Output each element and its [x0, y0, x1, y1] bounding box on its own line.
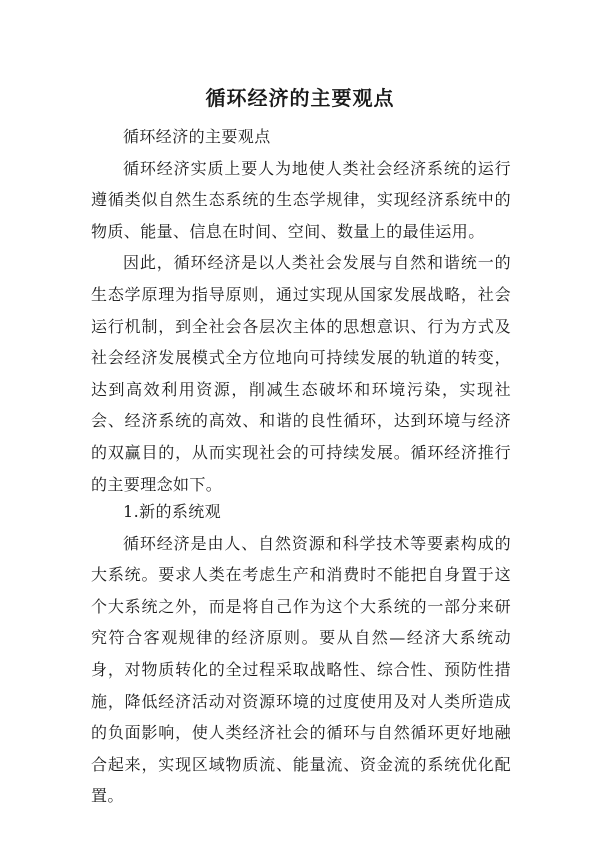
definition-paragraph: 循环经济实质上要人为地使人类社会经济系统的运行遵循类似自然生态系统的生态学规律，实现经济系统中的物质、能量、信息在时间、空间、数量上的最佳运用。 [91, 158, 511, 241]
page-title: 循环经济的主要观点 [205, 86, 395, 110]
document-section-1 [91, 496, 511, 812]
subtitle-paragraph: 循环经济的主要观点 [123, 127, 271, 146]
section-paragraph: 循环经济是由人、自然资源和科学技术等要素构成的大系统。要求人类在考虑生产和消费时不能把自身置于这个大系统之外，而是将自己作为这个大系统的一部分来研究符合客观规律的经济原则。要从自然—经济大系统动身，对物质转化的全过程采取战略性、综合性、预防性措施，降低经济活动对资源环境的过度使用及对人类所造成的负面影响，使人类经济社会的循环与自然循环更好地融合起来，实现区域物质流、能量流、资金流的系统优化配置。 [91, 533, 511, 806]
document-body-intro [91, 121, 511, 500]
section-heading: 1.新的系统观 [123, 502, 222, 521]
principle-paragraph: 因此，循环经济是以人类社会发展与自然和谐统一的生态学原理为指导原则，通过实现从国家发展战略，社会运行机制，到全社会各层次主体的思想意识、行为方式及社会经济发展模式全方位地向可持续发展的轨道的转变，达到高效利用资源，削减生态破坏和环境污染，实现社会、经济系统的高效、和谐的良性循环，达到环境与经济的双赢目的，从而实现社会的可持续发展。循环经济推行的主要理念如下。 [91, 253, 511, 494]
